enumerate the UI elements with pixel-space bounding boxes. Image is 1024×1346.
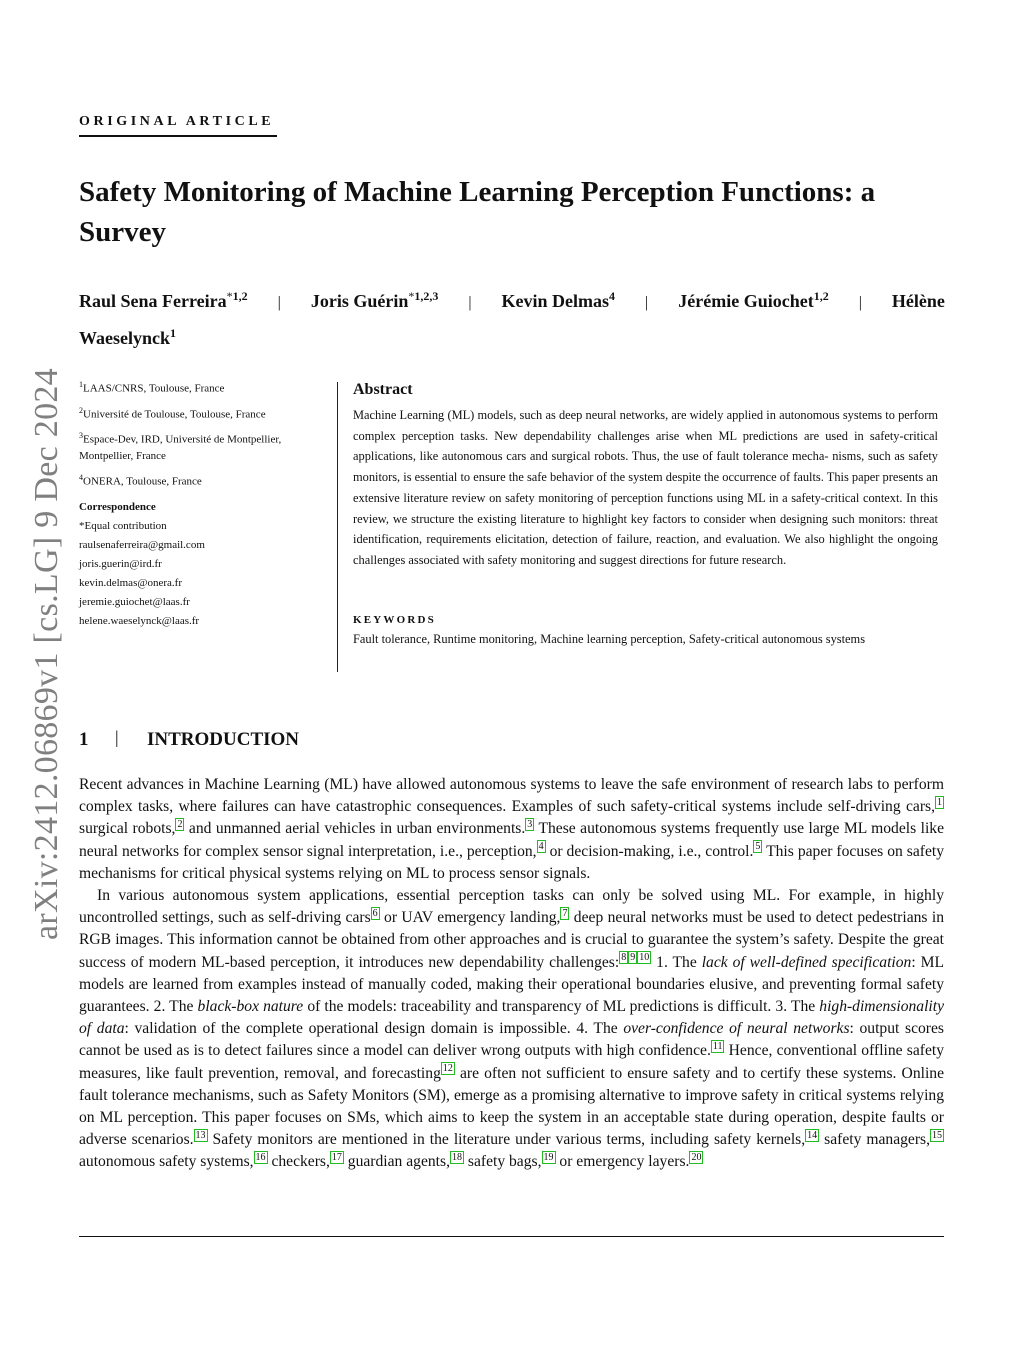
abstract-heading: Abstract: [353, 381, 413, 398]
citation-link[interactable]: 6: [372, 908, 378, 920]
author: Raul Sena Ferreira$^{*1,2}$: [79, 289, 248, 311]
citation-link[interactable]: 14: [807, 1130, 818, 1142]
citation-link[interactable]: 19: [543, 1152, 554, 1164]
email: joris.guerin@ird.fr: [79, 558, 162, 570]
email: kevin.delmas@onera.fr: [79, 577, 182, 589]
affiliation: $^1$LAAS/CNRS, Toulouse, France: [79, 380, 225, 395]
citation-link[interactable]: 15: [932, 1130, 943, 1142]
affiliation: $^4$ONERA, Toulouse, France: [79, 472, 202, 488]
abstract-divider: [337, 382, 338, 672]
citation-link[interactable]: 11: [712, 1041, 723, 1053]
keywords-list: Fault tolerance, Runtime monitoring, Machine learning perception, Safety-critical autonomous systems: [353, 632, 866, 646]
citation-link[interactable]: 1: [937, 797, 942, 809]
abstract: [353, 381, 938, 571]
section-title: INTRODUCTION: [147, 729, 300, 750]
citation-link[interactable]: 18: [451, 1152, 462, 1164]
section-separator: |: [115, 727, 119, 747]
affiliation: $^3$Espace-Dev, IRD, Université de Montpellier, Montpellier, France: [79, 431, 282, 462]
author: Joris Guérin$^{*1,2,3}$: [310, 289, 439, 311]
author: Jérémie Guiochet$^{1,2}$: [678, 289, 829, 311]
introduction-text: [79, 774, 944, 1174]
citation-link[interactable]: 8: [621, 952, 627, 964]
correspondence-block: [79, 498, 329, 631]
citation-link[interactable]: 13: [195, 1130, 206, 1142]
correspondence-heading: Correspondence: [79, 501, 156, 513]
author: Waeselynck$^1$: [79, 326, 177, 348]
paragraph: In various autonomous system applications, essential perception tasks can only be solved using ML. For example, in highly uncontrolled settings, such as self-driving cars $^6$ or UAV emergency landing, $^7$ deep neural networks must be used to detect pedestrians in RGB images. This information cannot be obtained from other approaches and is crucial to guarantee the system’s safety. Despite the great success of modern ML-based perception, it introduces new dependability challenges: $^8$ $^9$ $^{10}$ 1. The lack of well-defined specification: ML models are learned from examples instead of manually coded, making their operational boundaries elusive, and preventing formal safety guarantees. 2. The black-box nature of the models: traceability and transparency of ML predictions is difficult. 3. The high-dimensionality of data: validation of the complete operational design domain is impossible. 4. The over-confidence of neural networks: output scores cannot be used as is to detect failures since a model can deliver wrong outputs with high confidence. $^{11}$ Hence, conventional offline safety measures, like fault prevention, removal, and forecasting $^{12}$ are often not sufficient to ensure safety and to certify these systems. Online fault tolerance mechanisms, such as Safety Monitors (SM), emerge as a promising alternative to improve safety in critical systems relying on ML perception. This paper focuses on SMs, which aims to keep the system in an acceptable state during operation, despite faults or adverse scenarios. $^{13}$ Safety monitors are mentioned in the literature under various terms, including safety kernels, $^{14}$ safety managers, $^{15}$ autonomous safety systems, $^{16}$ checkers, $^{17}$ guardian agents, $^{18}$ safety bags, $^{19}$ or emergency layers. $^{20}$: [79, 887, 945, 1171]
citation-link[interactable]: 20: [691, 1152, 702, 1164]
abstract-body: Machine Learning (ML) models, such as deep neural networks, are widely applied in autonomous systems to perform complex perception tasks. New dependability challenges arise when ML predictions are used in safety-critical applications, like autonomous cars and surgical robots. Thus, the use of fault tolerance mecha- nisms, such as safety monitors, is essential to ensure the safe behavior of the system despite the occurrence of faults. This paper presents an extensive literature review on safety monitoring of perception functions using ML in a safety-critical context. In this review, we structure the existing literature to highlight key factors to consider when designing such monitors: threat identification, requirements elicitation, detection of failure, reaction, and evaluation. We also highlight the ongoing challenges associated with safety monitoring and suggest directions for future research.: [353, 408, 938, 567]
author-separator: |: [858, 294, 862, 311]
citation-link[interactable]: 17: [331, 1152, 342, 1164]
footnote-rule: [79, 1236, 944, 1237]
affiliation: $^2$Université de Toulouse, Toulouse, France: [79, 405, 266, 421]
paper-title: Safety Monitoring of Machine Learning Perception Functions: a Survey: [79, 176, 876, 248]
citation-link[interactable]: 16: [255, 1152, 266, 1164]
citation-link[interactable]: 2: [177, 819, 183, 831]
email: helene.waeselynck@laas.fr: [79, 615, 200, 627]
citation-link[interactable]: 3: [527, 819, 533, 831]
citation-link[interactable]: 10: [639, 952, 650, 964]
paragraph: Recent advances in Machine Learning (ML) have allowed autonomous systems to leave the safe environment of research labs to perform complex tasks, where failures can have catastrophic consequences. Examples of such safety-critical systems include self-driving cars, $^1$ surgical robots, $^2$ and unmanned aerial vehicles in urban environments. $^3$ These autonomous systems frequently use large ML models like neural networks for complex sensor signal interpretation, i.e., perception, $^4$ or decision-making, i.e., control. $^5$ This paper focuses on safety mechanisms for critical physical systems relying on ML to process sensor signals.: [79, 776, 945, 882]
equal-contribution-note: *Equal contribution: [79, 520, 167, 532]
section-number: 1: [79, 729, 89, 750]
author-separator: |: [645, 294, 649, 311]
affiliations: [79, 377, 329, 496]
citation-link[interactable]: 7: [562, 908, 568, 920]
author: Kevin Delmas$^4$: [501, 289, 616, 311]
author-list: [79, 281, 945, 354]
keywords-heading: KEYWORDS: [353, 614, 436, 626]
email: raulsenaferreira@gmail.com: [79, 539, 205, 551]
author-separator: |: [277, 294, 281, 311]
email: jeremie.guiochet@laas.fr: [79, 596, 190, 608]
arxiv-identifier: arXiv:2412.06869v1 [cs.LG] 9 Dec 2024: [28, 368, 65, 940]
article-type-underline: [79, 135, 277, 137]
citation-link[interactable]: 4: [538, 841, 544, 853]
citation-link[interactable]: 9: [630, 952, 636, 964]
article-type-label: ORIGINAL ARTICLE: [79, 114, 275, 129]
author: Hélène: [891, 291, 945, 311]
author-separator: |: [468, 294, 472, 311]
citation-link[interactable]: 5: [755, 841, 761, 853]
citation-link[interactable]: 12: [442, 1063, 453, 1075]
